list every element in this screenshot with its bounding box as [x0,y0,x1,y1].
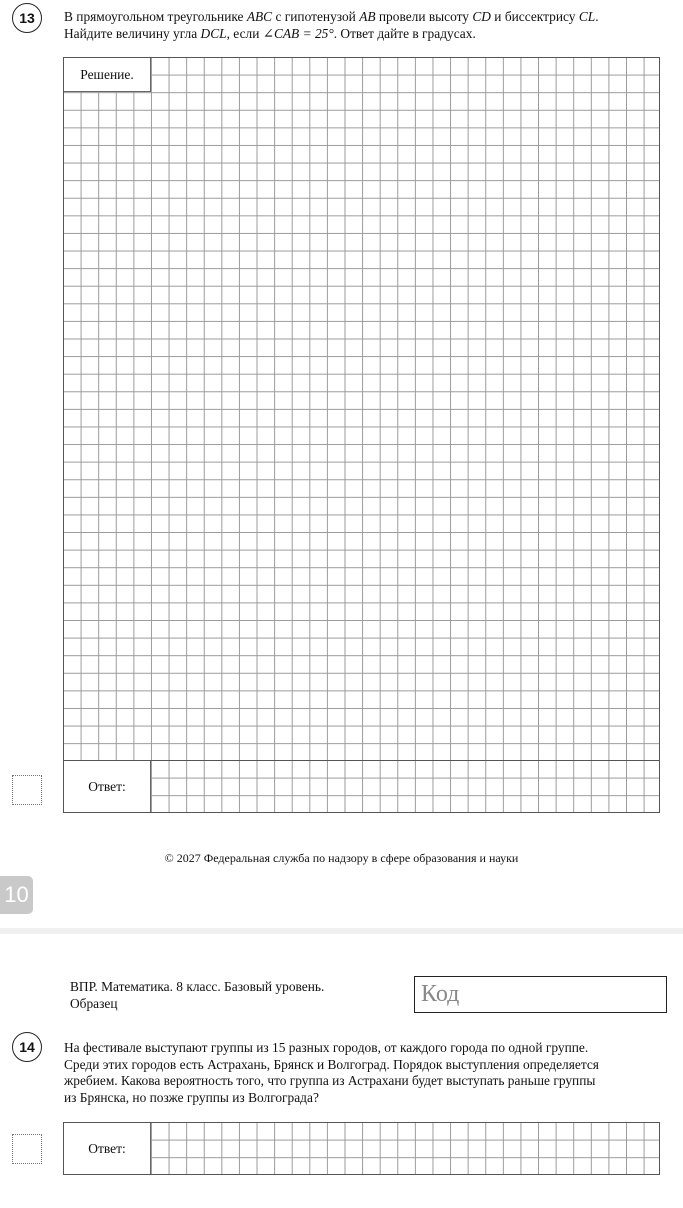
code-field[interactable]: Код [414,976,667,1013]
task-13-text [64,9,664,42]
hypotenuse-ab: AB [359,9,376,24]
task-number-14: 14 [12,1032,42,1062]
task-13-text-part: . [595,9,599,24]
solution-label: Решение. [64,58,151,92]
exam-header [70,979,324,1012]
task-13-text-part: , если [226,25,263,41]
score-box-14 [12,1134,42,1164]
angle-cab-value: ∠CAB = 25° [262,25,334,41]
task-13-text-part: провели высоту [375,9,473,24]
page-number-badge: 10 [0,876,33,914]
height-cd: CD [472,9,491,24]
task-13-line-1 [64,9,664,26]
copyright-footer: © 2027 Федеральная служба по надзору в сфере образования и науки [164,851,519,865]
solution-grid[interactable] [63,57,660,761]
answer-grid-14[interactable] [63,1122,660,1175]
task-14-line-3: жребием. Какова вероятность того, что группа из Астрахани будет выступать раньше группы [64,1073,596,1088]
task-14-line-2: Среди этих городов есть Астрахань, Брянск и Волгоград. Порядок выступления определяется [64,1056,599,1072]
task-13-text-part: В прямоугольном треугольнике [64,9,247,24]
task-13-text-part: и биссектрису [490,9,579,24]
answer-grid-13[interactable] [63,760,660,813]
task-13-text-part: Найдите величину угла [64,25,201,41]
task-14-line-1: На фестивале выступают группы из 15 разных городов, от каждого города по одной группе. [64,1040,589,1055]
triangle-abc: ABC [246,9,273,24]
angle-dcl: DCL [200,25,227,41]
task-number-13: 13 [12,3,42,33]
score-box-13 [12,775,42,805]
answer-label-13: Ответ: [64,761,151,812]
task-13-text-part: . Ответ дайте в градусах. [333,25,476,41]
page-separator [0,928,683,934]
task-14-text [64,1040,674,1106]
task-14-line-4: из Брянска, но позже группы из Волгограда? [64,1089,319,1105]
exam-subtitle: Образец [70,995,118,1011]
answer-label-14: Ответ: [64,1123,151,1174]
task-13-text-part: с гипотенузой [272,9,360,24]
exam-title: ВПР. Математика. 8 класс. Базовый уровень. [70,979,325,994]
task-13-line-2 [64,26,664,43]
bisector-cl: CL [578,9,596,24]
